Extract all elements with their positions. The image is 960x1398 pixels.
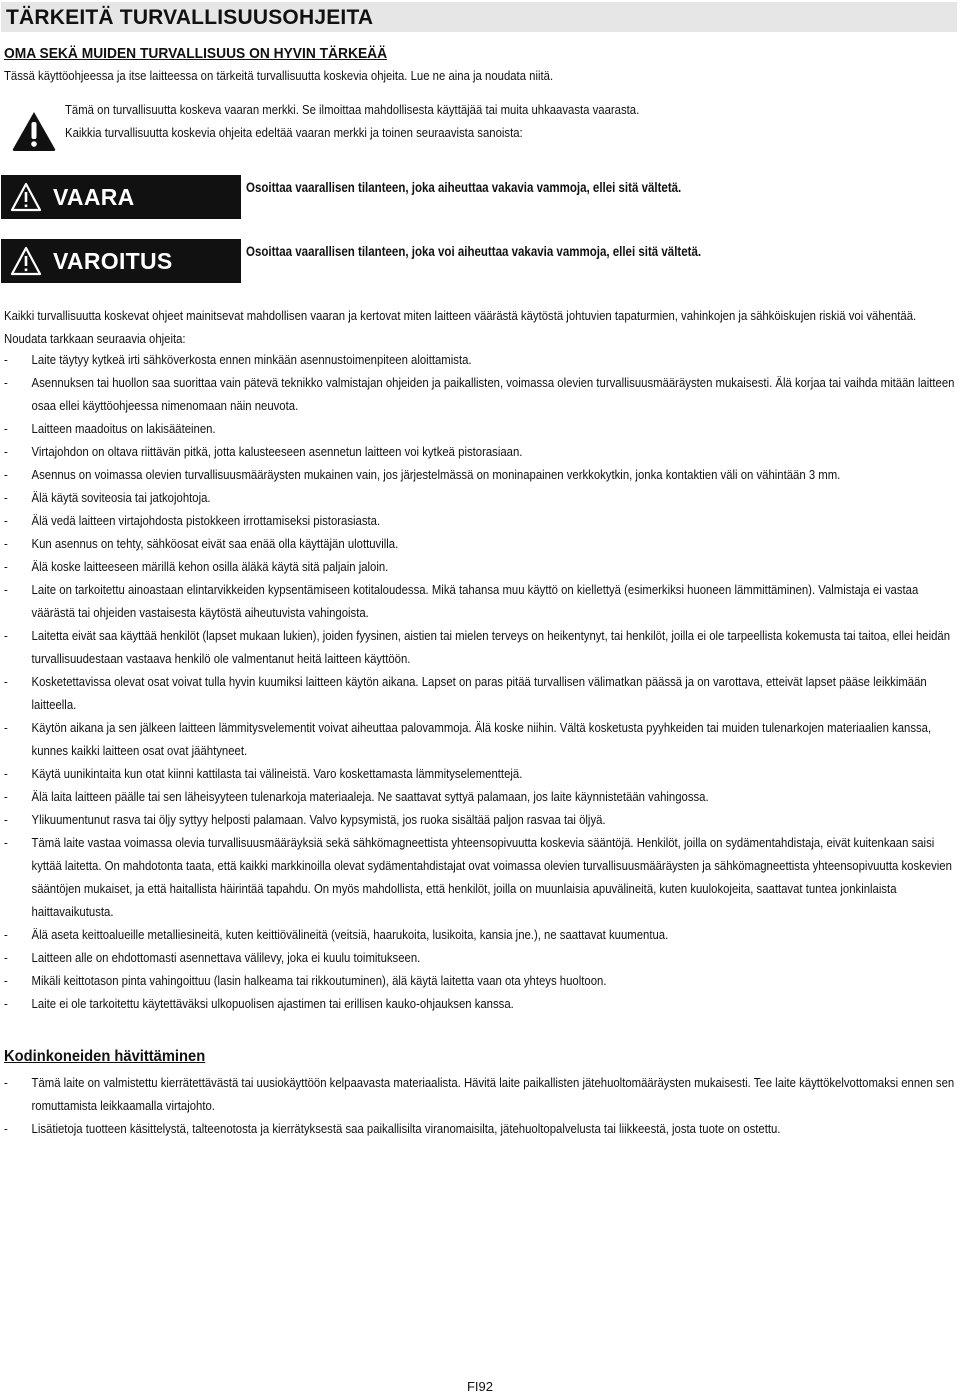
warning-outline-icon bbox=[10, 246, 42, 276]
warning-triangle-icon bbox=[11, 110, 57, 152]
signal-word-danger: VAARA bbox=[53, 184, 135, 210]
list-item: - Älä aseta keittoalueille metalliesineitä, kuten keittiövälineitä (veitsiä, haarukoita, lusikoita, kansia jne.), ne saattavat kuumentua. bbox=[4, 927, 669, 942]
section-subtitle: OMA SEKÄ MUIDEN TURVALLISUUS ON HYVIN TÄRKEÄÄ bbox=[4, 45, 388, 62]
list-item: - Virtajohdon on oltava riittävän pitkä, jotta kalusteeseen asennetun laitteen voi kytkeä pistorasiaan. bbox=[4, 444, 523, 459]
list-item: - Ylikuumentunut rasva tai öljy syttyy helposti palamaan. Valvo kypsymistä, jos ruoka sisältää paljon rasvaa tai öljyä. bbox=[4, 812, 606, 827]
signal-word-warning: VAROITUS bbox=[53, 248, 173, 274]
list-item: - Älä laita laitteen päälle tai sen läheisyyteen tulenarkoja materiaaleja. Ne saattavat syttyä palamaan, jos laite käynnistetään vahingossa. bbox=[4, 789, 709, 804]
warning-outline-icon bbox=[10, 182, 42, 212]
list-item: - Lisätietoja tuotteen käsittelystä, talteenotosta ja kierrätyksestä saa paikallisilta viranomaisilta, jätehuoltopalvelusta tai liikkeestä, josta tuote on ostettu. bbox=[4, 1121, 781, 1136]
signal-box-danger bbox=[1, 175, 241, 219]
list-item: - Laitteen maadoitus on lakisääteinen. bbox=[4, 421, 216, 436]
list-item: - Kosketettavissa olevat osat voivat tulla hyvin kuumiksi laitteen käytön aikana. Lapset on paras pitää turvallisen välimatkan päässä ja on varottava, etteivät lapset pääse leikkimään laitteella. bbox=[4, 674, 927, 712]
disposal-heading: Kodinkoneiden hävittäminen bbox=[4, 1048, 206, 1065]
intro-text: Tässä käyttöohjeessa ja itse laitteessa on tärkeitä turvallisuutta koskevia ohjeita. Lue ne aina ja noudata niitä. bbox=[4, 68, 554, 83]
list-item: - Käytön aikana ja sen jälkeen laitteen lämmitysvelementit voivat aiheuttaa palovammoja. Älä koske niihin. Vältä kosketusta pyyhkeiden tai muiden tulenarkojen materiaalien kanssa, kunnes kaikki laitteen osat ovat jäähtyneet. bbox=[4, 720, 932, 758]
body-paragraph: Kaikki turvallisuutta koskevat ohjeet mainitsevat mahdollisen vaaran ja kertovat miten laitteen väärästä käytöstä johtuvien tapaturmien, vahinkojen ja sähköiskujen riskiä voi vähentää. Noudata tarkkaan seuraavia ohjeita: bbox=[4, 308, 917, 346]
list-item: - Mikäli keittotason pinta vahingoittuu (lasin halkeama tai rikkoutuminen), älä käytä laitetta vaan ota yhteys huoltoon. bbox=[4, 973, 607, 988]
signal-desc-warning: Osoittaa vaarallisen tilanteen, joka voi aiheuttaa vakavia vammoja, ellei sitä vältetä. bbox=[246, 244, 702, 259]
list-item: - Käytä uunikintaita kun otat kiinni kattilasta tai välineistä. Varo koskettamasta lämmityselementtejä. bbox=[4, 766, 523, 781]
list-item: - Älä käytä soviteosia tai jatkojohtoja. bbox=[4, 490, 211, 505]
instruction-list bbox=[4, 348, 959, 1015]
list-item: - Älä vedä laitteen virtajohdosta pistokkeen irrottamiseksi pistorasiasta. bbox=[4, 513, 381, 528]
signal-desc-danger: Osoittaa vaarallisen tilanteen, joka aiheuttaa vakavia vammoja, ellei sitä vältetä. bbox=[246, 180, 682, 195]
list-item: - Älä koske laitteeseen märillä kehon osilla äläkä käytä sitä paljain jaloin. bbox=[4, 559, 389, 574]
hazard-line-2: Kaikkia turvallisuutta koskevia ohjeita edeltää vaaran merkki ja toinen seuraavista sanoista: bbox=[65, 125, 523, 140]
list-item: - Laite täytyy kytkeä irti sähköverkosta ennen minkään asennustoimenpiteen aloittamista. bbox=[4, 352, 472, 367]
disposal-list bbox=[4, 1071, 959, 1140]
hazard-line-1: Tämä on turvallisuutta koskeva vaaran merkki. Se ilmoittaa mahdollisesta käyttäjää tai muita uhkaavasta vaarasta. bbox=[65, 102, 640, 117]
title-bar bbox=[1, 2, 957, 32]
list-item: - Tämä laite vastaa voimassa olevia turvallisuusmääräyksiä sekä sähkömagneettista yhteensopivuutta koskevia sääntöjä. Henkilöt, joilla on sydämentahdistaja, eivät kuitenkaan saisi kyttää laitetta. On mahdotonta taata, että kaikki markkinoilla olevat sydämentahdistajat ovat voimassa olevien turvallisuusmääräysten ja sähkömagneettista yhteensopivuutta koskevien sääntöjen mukaiset, ja että haitallista häirintää tapahdu. On myös mahdollista, että henkilöt, joilla on muunlaisia apuvälineitä, kuten kuulokojeita, saattavat tuntea jonkinlaista haittavaikutusta. bbox=[4, 835, 952, 919]
list-item: - Kun asennus on tehty, sähköosat eivät saa enää olla käyttäjän ulottuvilla. bbox=[4, 536, 399, 551]
list-item: - Laite ei ole tarkoitettu käytettäväksi ulkopuolisen ajastimen tai erillisen kauko-ohjauksen kanssa. bbox=[4, 996, 514, 1011]
page-title: TÄRKEITÄ TURVALLISUUSOHJEITA bbox=[6, 6, 374, 29]
list-item: - Asennus on voimassa olevien turvallisuusmääräysten mukainen vain, jos järjestelmässä on moninapainen verkkokytkin, jonka kontaktien väli on vähintään 3 mm. bbox=[4, 467, 841, 482]
list-item: - Tämä laite on valmistettu kierrätettävästä tai uusiokäyttöön kelpaavasta materiaalista. Hävitä laite paikallisten jätehuoltomääräysten mukaisesti. Tee laite käyttökelvottomaksi ennen sen romuttamista leikkaamalla virtajohto. bbox=[4, 1075, 955, 1113]
list-item: - Laitetta eivät saa käyttää henkilöt (lapset mukaan lukien), joiden fyysinen, aistien tai mielen terveys on heikentynyt, tai henkilöt, joilla ei ole tarpeellista kokemusta tai taitoa, ellei heidän turvallisuudestaan vastaava henkilö ole valmentanut heitä laitteen käyttöön. bbox=[4, 628, 951, 666]
page-number: FI92 bbox=[466, 1379, 493, 1394]
signal-box-warning bbox=[1, 239, 241, 283]
list-item: - Laitteen alle on ehdottomasti asennettava välilevy, joka ei kuulu toimitukseen. bbox=[4, 950, 421, 965]
list-item: - Laite on tarkoitettu ainoastaan elintarvikkeiden kypsentämiseen kotitaloudessa. Mikä tahansa muu käyttö on kiellettyä (esimerkiksi huoneen lämmittäminen). Valmistaja ei vastaa väärästä tai ohjeiden vastaisesta käytöstä aiheutuvista vahingoista. bbox=[4, 582, 919, 620]
list-item: - Asennuksen tai huollon saa suorittaa vain pätevä teknikko valmistajan ohjeiden ja paikallisten, voimassa olevien turvallisuusmääräysten mukaisesti. Älä korjaa tai vaihda mitään laitteen osaa ellei käyttöohjeessa nimenomaan näin neuvota. bbox=[4, 375, 955, 413]
